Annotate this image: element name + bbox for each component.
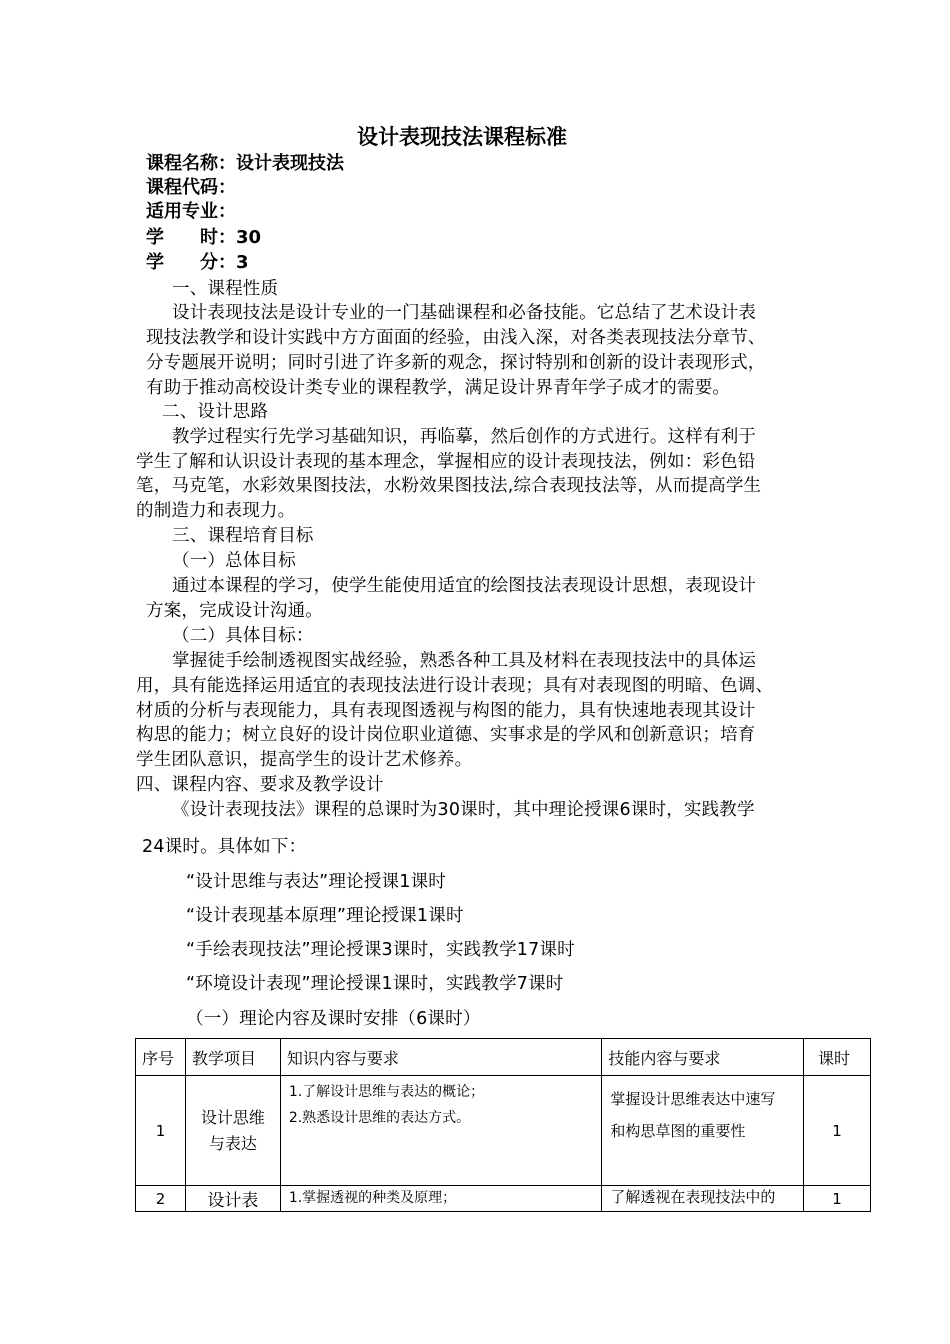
table-row bbox=[136, 1186, 871, 1212]
section-3-sub1-line: 通过本课程的学习，使学生能使用适宜的绘图技法表现设计思想，表现设计 bbox=[172, 576, 757, 596]
course-name-value: 设计表现技法 bbox=[236, 153, 344, 174]
row-item: 设计表 bbox=[185, 1186, 280, 1212]
header-hours: 课时 bbox=[804, 1039, 871, 1076]
section-4-item: “设计表现基本原理”理论授课1课时 bbox=[186, 906, 464, 926]
section-4-item: “手绘表现技法”理论授课3课时，实践教学17课时 bbox=[186, 940, 575, 960]
section-3-sub2-line: 掌握徒手绘制透视图实战经验，熟悉各种工具及材料在表现技法中的具体运 bbox=[172, 651, 757, 671]
hours-label-a: 学 bbox=[146, 227, 164, 248]
course-table bbox=[135, 1038, 871, 1212]
course-code-label: 课程代码： bbox=[146, 177, 236, 198]
knowledge-line: 1.了解设计思维与表达的概论； bbox=[288, 1084, 485, 1100]
section-1-line: 设计表现技法是设计专业的一门基础课程和必备技能。它总结了艺术设计表 bbox=[172, 303, 757, 323]
section-3-sub2-line: 学生团队意识，提高学生的设计艺术修养。 bbox=[136, 750, 473, 770]
section-1-line: 现技法教学和设计实践中方方面面的经验，由浅入深，对各类表现技法分章节、 bbox=[146, 328, 766, 348]
section-2-line: 学生了解和认识设计表现的基本理念，掌握相应的设计表现技法，例如：彩色铅 bbox=[136, 452, 756, 472]
section-3-sub2-line: 材质的分析与表现能力，具有表现图透视与构图的能力，具有快速地表现其设计 bbox=[136, 701, 756, 721]
row-hours: 1 bbox=[804, 1186, 871, 1212]
section-4-intro: 24课时。具体如下： bbox=[142, 837, 307, 857]
section-1-line: 分专题展开说明；同时引进了许多新的观念，探讨特别和创新的设计表现形式， bbox=[146, 353, 766, 373]
section-2-heading: 二、设计思路 bbox=[162, 402, 269, 422]
section-1-line: 有助于推动高校设计类专业的课程教学，满足设计界青年学子成才的需要。 bbox=[146, 378, 731, 398]
hours-label-b: 时： bbox=[200, 227, 236, 248]
table-row bbox=[136, 1076, 871, 1186]
course-name bbox=[146, 153, 344, 175]
section-2-line: 的制造力和表现力。 bbox=[136, 501, 296, 521]
knowledge-line: 2.熟悉设计思维的表达方式。 bbox=[288, 1110, 471, 1126]
section-4-sub1-heading: （一）理论内容及课时安排（6课时） bbox=[186, 1009, 481, 1029]
credit-value: 3 bbox=[236, 252, 249, 273]
row-knowledge: 1.掌握透视的种类及原理； bbox=[280, 1186, 602, 1212]
section-2-line: 笔，马克笔，水彩效果图技法，水粉效果图技法,综合表现技法等，从而提高学生 bbox=[136, 476, 762, 496]
row-no: 2 bbox=[136, 1186, 186, 1212]
section-4-heading: 四、课程内容、要求及教学设计 bbox=[136, 775, 384, 795]
skill-line: 掌握设计思维表达中速写 bbox=[610, 1090, 776, 1108]
section-3-sub2-line: 用，具有能选择运用适宜的表现技法进行设计表现；具有对表现图的明暗、色调、 bbox=[136, 676, 774, 696]
section-3-sub1-line: 方案，完成设计沟通。 bbox=[146, 601, 323, 621]
section-1-heading: 一、课程性质 bbox=[172, 279, 279, 299]
credit-label-a: 学 bbox=[146, 252, 164, 273]
course-name-label: 课程名称： bbox=[146, 153, 236, 174]
section-4-intro: 《设计表现技法》课程的总课时为30课时，其中理论授课6课时，实践教学 bbox=[172, 800, 755, 820]
course-credit bbox=[146, 252, 249, 274]
section-3-heading: 三、课程培育目标 bbox=[172, 526, 314, 546]
course-hours bbox=[146, 227, 261, 249]
row-hours: 1 bbox=[804, 1076, 871, 1186]
hours-value: 30 bbox=[236, 227, 262, 248]
row-item bbox=[185, 1076, 280, 1186]
row-skill bbox=[602, 1076, 804, 1186]
table-header-row bbox=[136, 1039, 871, 1076]
page-title: 设计表现技法课程标准 bbox=[357, 125, 567, 149]
header-no: 序号 bbox=[136, 1039, 186, 1076]
row-knowledge bbox=[280, 1076, 602, 1186]
section-4-item: “环境设计表现”理论授课1课时，实践教学7课时 bbox=[186, 974, 564, 994]
section-3-sub2-heading: （二）具体目标： bbox=[172, 626, 314, 646]
section-3-sub1-heading: （一）总体目标 bbox=[172, 551, 296, 571]
section-4-item: “设计思维与表达”理论授课1课时 bbox=[186, 872, 446, 892]
row-skill: 了解透视在表现技法中的 bbox=[602, 1186, 804, 1212]
section-2-line: 教学过程实行先学习基础知识，再临摹，然后创作的方式进行。这样有利于 bbox=[172, 427, 757, 447]
header-item: 教学项目 bbox=[185, 1039, 280, 1076]
credit-label-b: 分： bbox=[200, 252, 236, 273]
header-knowledge: 知识内容与要求 bbox=[280, 1039, 602, 1076]
row-item-line: 设计思维 bbox=[200, 1107, 265, 1127]
section-3-sub2-line: 构思的能力；树立良好的设计岗位职业道德、实事求是的学风和创新意识；培育 bbox=[136, 725, 756, 745]
row-no: 1 bbox=[136, 1076, 186, 1186]
skill-line: 和构思草图的重要性 bbox=[610, 1122, 746, 1140]
row-item-line: 与表达 bbox=[208, 1133, 257, 1153]
header-skill: 技能内容与要求 bbox=[602, 1039, 804, 1076]
major-label: 适用专业： bbox=[146, 201, 236, 222]
